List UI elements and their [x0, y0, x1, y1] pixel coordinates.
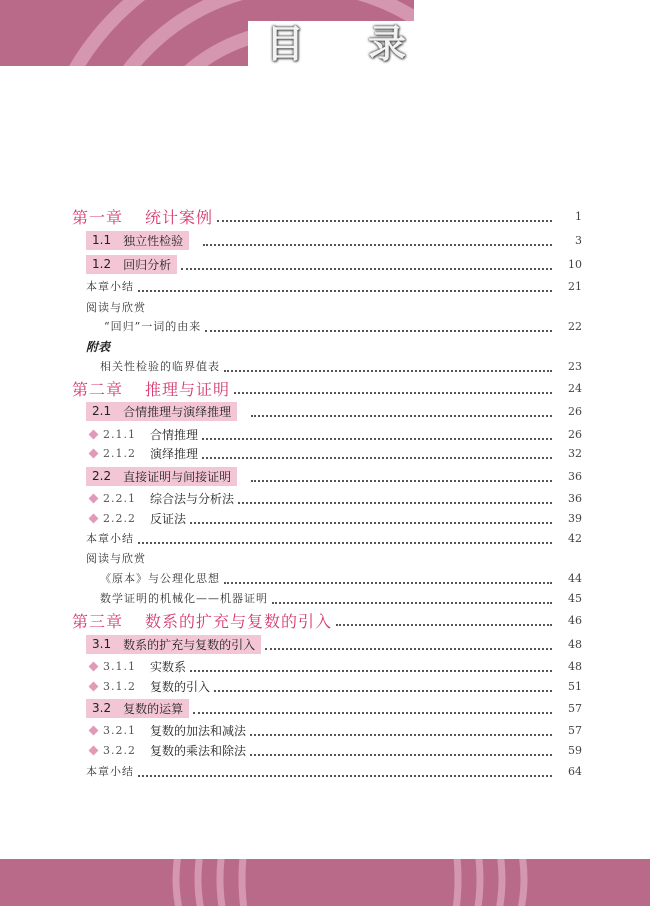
toc-section-3-1[interactable]: [0, 634, 650, 654]
subsection-title: 复数的加法和减法: [150, 723, 247, 738]
toc-chapter-3[interactable]: [0, 610, 650, 630]
toc-chapter-1[interactable]: [0, 206, 650, 226]
chapter-title: 推理与证明: [145, 379, 231, 399]
toc-chapter-2[interactable]: [0, 378, 650, 398]
toc-subsection-3-1-1[interactable]: [0, 656, 650, 676]
toc-chapter-summary-2[interactable]: [0, 528, 650, 548]
leader-dots: [214, 689, 552, 692]
leader-dots: [234, 391, 552, 394]
leader-dots: [224, 369, 552, 372]
subsection-title: 复数的乘法和除法: [150, 743, 247, 758]
entry-title: 本章小结: [86, 532, 134, 545]
diamond-bullet-icon: [89, 493, 99, 503]
entry-title: 相关性检验的临界值表: [100, 360, 220, 373]
page-number: 46: [568, 613, 582, 627]
chapter-number: 第二章: [72, 379, 124, 399]
toc-section-2-2[interactable]: [0, 466, 650, 486]
page-title-char-2: 录: [368, 22, 407, 66]
diamond-bullet-icon: [89, 681, 99, 691]
page-number: 1: [575, 209, 582, 223]
leader-dots: [251, 479, 552, 482]
section-number: 2.2: [92, 469, 112, 483]
subsection-number: 3.2.1: [103, 723, 136, 737]
page-number: 10: [568, 257, 582, 271]
page-title-char-1: 目: [266, 22, 305, 66]
entry-title: “回归”一词的由来: [104, 320, 202, 333]
leader-dots: [202, 456, 552, 459]
entry-title: 《原本》与公理化思想: [100, 572, 220, 585]
page-number: 48: [568, 637, 582, 651]
section-number: 1.1: [92, 233, 112, 247]
subsection-title: 综合法与分析法: [150, 491, 235, 506]
page-number: 23: [568, 359, 582, 373]
diamond-bullet-icon: [89, 429, 99, 439]
toc-appendix-item[interactable]: [0, 356, 650, 376]
page-number: 48: [568, 659, 582, 673]
leader-dots: [336, 623, 552, 626]
leader-dots: [138, 774, 552, 777]
entry-title: 阅读与欣赏: [86, 301, 146, 314]
leader-dots: [224, 581, 552, 584]
diamond-bullet-icon: [89, 725, 99, 735]
chapter-number: 第三章: [72, 611, 124, 631]
leader-dots: [250, 753, 552, 756]
section-number: 2.1: [92, 404, 112, 418]
toc-subsection-3-1-2[interactable]: [0, 676, 650, 696]
toc-section-1-1[interactable]: [0, 230, 650, 250]
diamond-bullet-icon: [89, 513, 99, 523]
toc-section-3-2[interactable]: [0, 698, 650, 718]
leader-dots: [203, 243, 552, 246]
toc-chapter-summary-3[interactable]: [0, 761, 650, 781]
leader-dots: [217, 219, 552, 222]
toc-reading-item-machine-proof[interactable]: [0, 588, 650, 608]
toc-subsection-2-1-2[interactable]: [0, 443, 650, 463]
subsection-title: 合情推理: [150, 427, 199, 442]
entry-title: 阅读与欣赏: [86, 552, 146, 565]
leader-dots: [138, 541, 552, 544]
page-number: 26: [568, 427, 582, 441]
section-title: 回归分析: [123, 257, 172, 272]
page-number: 64: [568, 764, 582, 778]
page-number: 59: [568, 743, 582, 757]
toc-section-2-1[interactable]: [0, 401, 650, 421]
page-number: 39: [568, 511, 582, 525]
footer-decoration-band: [0, 859, 650, 906]
leader-dots: [181, 267, 552, 270]
leader-dots: [238, 501, 552, 504]
subsection-number: 2.2.1: [103, 491, 136, 505]
toc-subsection-3-2-2[interactable]: [0, 740, 650, 760]
leader-dots: [202, 437, 552, 440]
section-number: 1.2: [92, 257, 112, 271]
toc-reading-heading-2: [0, 548, 650, 568]
chapter-number: 第一章: [72, 207, 124, 227]
page-number: 21: [568, 279, 582, 293]
page-number: 24: [568, 381, 582, 395]
subsection-number: 2.1.1: [103, 427, 136, 441]
section-title: 复数的运算: [123, 701, 184, 716]
diamond-bullet-icon: [89, 448, 99, 458]
page-number: 3: [575, 233, 582, 247]
chapter-title: 数系的扩充与复数的引入: [145, 611, 333, 631]
diamond-bullet-icon: [89, 745, 99, 755]
page-number: 32: [568, 446, 582, 460]
diamond-bullet-icon: [89, 661, 99, 671]
leader-dots: [193, 711, 552, 714]
entry-title: 数学证明的机械化——机器证明: [100, 592, 268, 605]
toc-subsection-3-2-1[interactable]: [0, 720, 650, 740]
toc-reading-heading-1: [0, 297, 650, 317]
entry-title: 本章小结: [86, 765, 134, 778]
leader-dots: [272, 601, 552, 604]
page-number: 57: [568, 701, 582, 715]
leader-dots: [190, 669, 552, 672]
leader-dots: [265, 647, 552, 650]
leader-dots: [251, 414, 552, 417]
page-number: 51: [568, 679, 582, 693]
entry-title: 附表: [86, 339, 111, 354]
toc-reading-item-yuanben[interactable]: [0, 568, 650, 588]
leader-dots: [138, 289, 552, 292]
page-number: 57: [568, 723, 582, 737]
page-number: 42: [568, 531, 582, 545]
toc-section-1-2[interactable]: [0, 254, 650, 274]
toc-reading-item-huigui[interactable]: [0, 316, 650, 336]
subsection-title: 复数的引入: [150, 679, 211, 694]
toc-subsection-2-2-2[interactable]: [0, 508, 650, 528]
toc-subsection-2-1-1[interactable]: [0, 424, 650, 444]
arc-pattern-icon: [0, 859, 650, 906]
subsection-number: 3.2.2: [103, 743, 136, 757]
page-number: 45: [568, 591, 582, 605]
section-number: 3.2: [92, 701, 112, 715]
subsection-title: 演绎推理: [150, 446, 199, 461]
subsection-number: 2.2.2: [103, 511, 136, 525]
toc-chapter-summary-1[interactable]: [0, 276, 650, 296]
chapter-title: 统计案例: [145, 207, 214, 227]
toc-subsection-2-2-1[interactable]: [0, 488, 650, 508]
subsection-number: 3.1.2: [103, 679, 136, 693]
entry-title: 本章小结: [86, 280, 134, 293]
leader-dots: [190, 521, 552, 524]
leader-dots: [205, 329, 552, 332]
page-number: 44: [568, 571, 582, 585]
page-number: 26: [568, 404, 582, 418]
subsection-number: 3.1.1: [103, 659, 136, 673]
leader-dots: [250, 733, 552, 736]
section-title: 独立性检验: [123, 233, 184, 248]
section-title: 数系的扩充与复数的引入: [123, 637, 256, 652]
subsection-number: 2.1.2: [103, 446, 136, 460]
subsection-title: 实数系: [150, 659, 187, 674]
page-number: 36: [568, 491, 582, 505]
page-number: 36: [568, 469, 582, 483]
toc-appendix-heading: [0, 336, 650, 356]
section-title: 合情推理与演绎推理: [123, 404, 232, 419]
section-title: 直接证明与间接证明: [123, 469, 232, 484]
page-number: 22: [568, 319, 582, 333]
section-number: 3.1: [92, 637, 112, 651]
subsection-title: 反证法: [150, 511, 187, 526]
